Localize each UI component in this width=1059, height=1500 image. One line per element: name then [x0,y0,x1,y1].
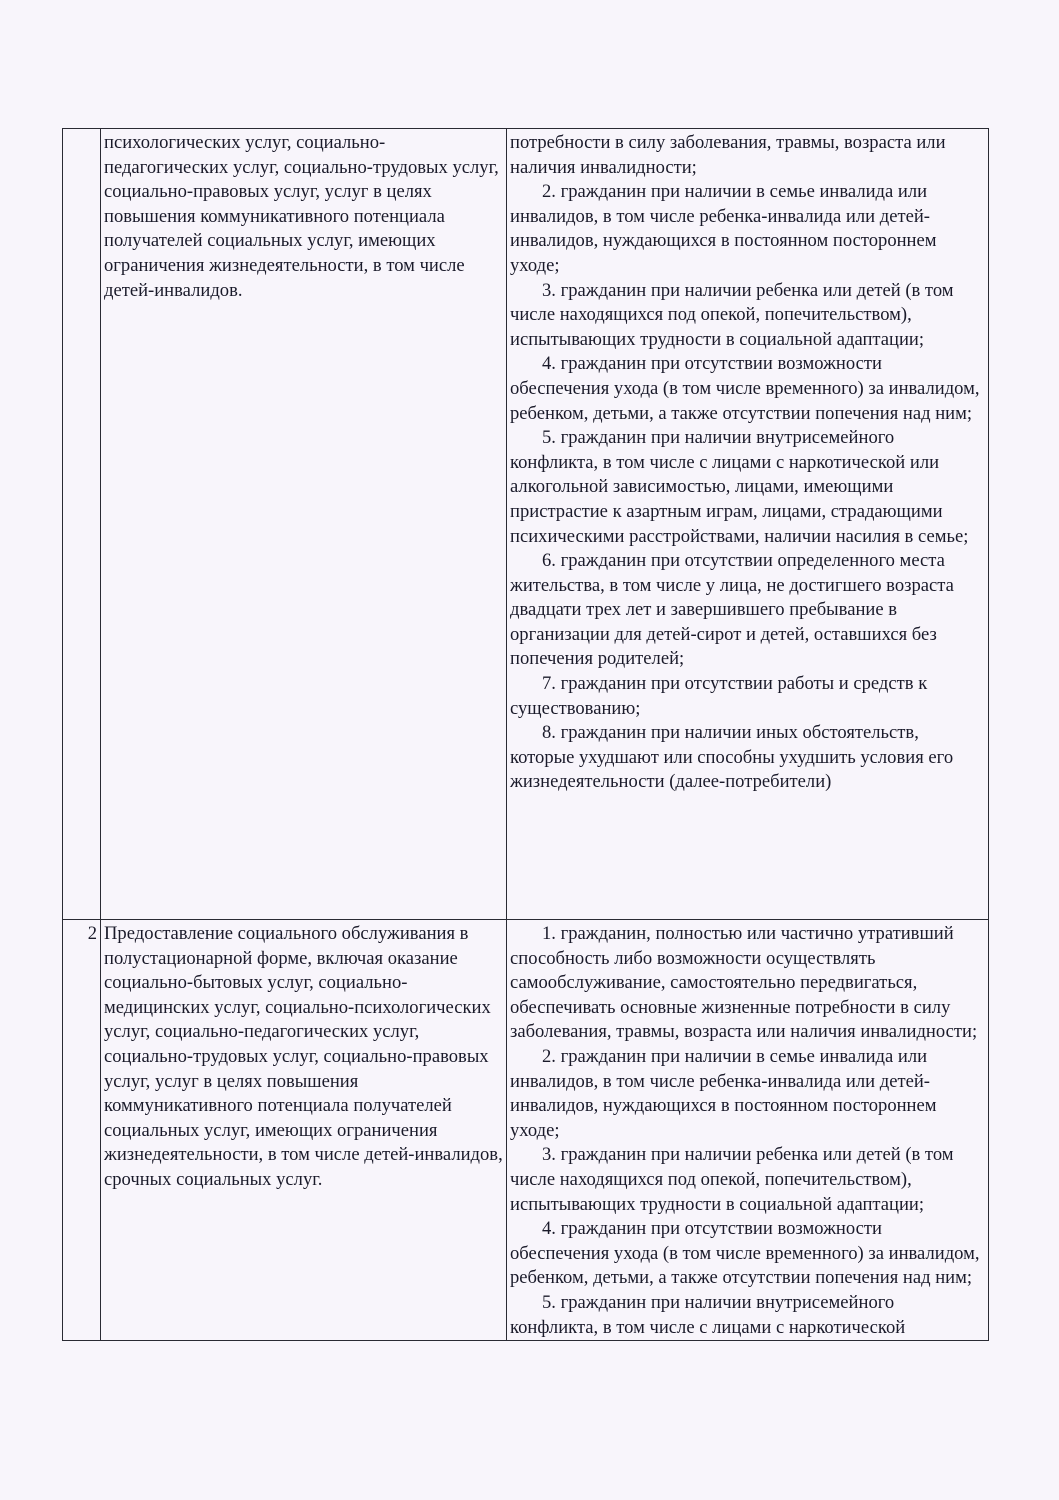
recipient-item: 1. гражданин, полностью или частично утративший способность либо возможности осуществлять самообслуживание, самостоятельно передвигаться, обеспечивать основные жизненные потребности в силу заболевания, травмы, возраста или наличия инвалидности; [510,923,978,1043]
table-row [63,129,989,920]
recipient-item: 4. гражданин при отсутствии возможности обеспечения ухода (в том числе временного) за инвалидом, ребенком, детьми, а также отсутствии попечения над ним; [510,353,980,424]
recipients-cell [507,129,989,920]
recipient-item: 3. гражданин при наличии ребенка или детей (в том числе находящихся под опекой, попечительством), испытывающих трудности в социальной адаптации; [510,279,954,350]
recipients-cell [507,920,989,1341]
recipient-item: 6. гражданин при отсутствии определенного места жительства, в том числе у лица, не достигшего возраста двадцати трех лет и завершившего пребывание в организации для детей-сирот и детей, оставшихся без попечения родителей; [510,550,954,670]
recipient-item: 8. гражданин при наличии иных обстоятельств, которые ухудшают или способны ухудшить условия его жизнедеятельности (далее-потребители) [510,722,954,793]
service-description-text: Предоставление социального обслуживания в полустационарной форме, включая оказание социально-бытовых услуг, социально-медицинских услуг, социально-психологических услуг, социально-педагогических услуг, социально-трудовых услуг, социально-правовых услуг, услуг в целях повышения коммуникативного потенциала получателей социальных услуг, имеющих ограничения жизнедеятельности, в том числе детей-инвалидов, срочных социальных услуг. [104,923,503,1190]
services-table [62,128,989,1341]
table-row [63,920,989,1341]
row-number: 2 [63,920,101,1341]
recipient-item: 3. гражданин при наличии ребенка или детей (в том числе находящихся под опекой, попечительством), испытывающих трудности в социальной адаптации; [510,1144,954,1215]
row-number [63,129,101,920]
recipient-item: 5. гражданин при наличии внутрисемейного конфликта, в том числе с лицами с наркотической [510,1291,906,1338]
service-description-text: психологических услуг, социально-педагогических услуг, социально-трудовых услуг, социально-правовых услуг, услуг в целях повышения коммуникативного потенциала получателей социальных услуг, имеющих ограничения жизнедеятельности, в том числе детей-инвалидов. [104,132,499,301]
service-description [101,920,507,1341]
service-description [101,129,507,920]
recipient-item: 5. гражданин при наличии внутрисемейного конфликта, в том числе с лицами с наркотической или алкогольной зависимостью, лицами, имеющими пристрастие к азартным играм, лицами, страдающими психическими расстройствами, наличии насилия в семье; [510,427,969,547]
recipient-item: 7. гражданин при отсутствии работы и средств к существованию; [510,673,928,719]
recipient-item: 2. гражданин при наличии в семье инвалида или инвалидов, в том числе ребенка-инвалида или детей-инвалидов, нуждающихся в постоянном постороннем уходе; [510,181,937,276]
recipient-item: 2. гражданин при наличии в семье инвалида или инвалидов, в том числе ребенка-инвалида или детей-инвалидов, нуждающихся в постоянном постороннем уходе; [510,1045,937,1141]
recipient-intro: потребности в силу заболевания, травмы, возраста или наличия инвалидности; [510,132,946,178]
recipient-item: 4. гражданин при отсутствии возможности обеспечения ухода (в том числе временного) за инвалидом, ребенком, детьми, а также отсутствии попечения над ним; [510,1218,980,1289]
